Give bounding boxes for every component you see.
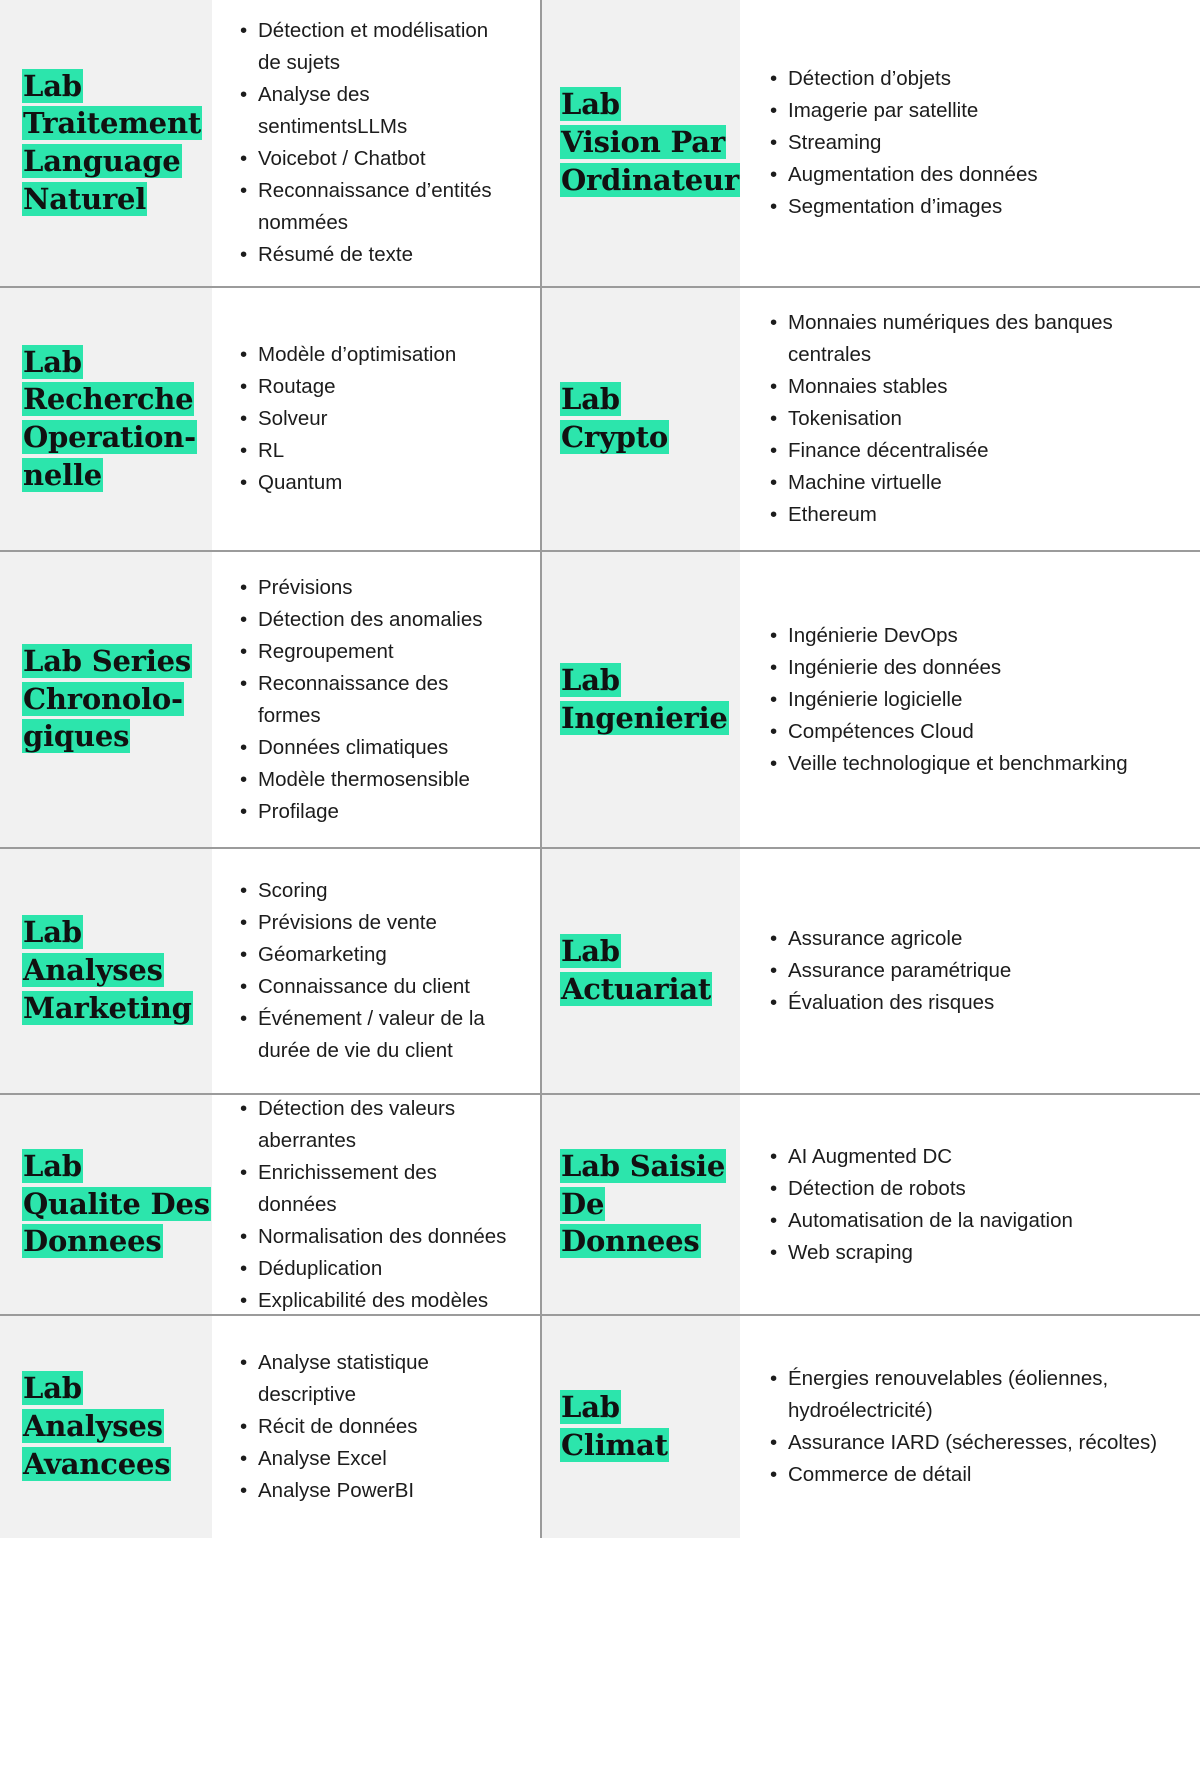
lab-title bbox=[560, 381, 740, 456]
lab-title-highlight: Lab bbox=[561, 382, 620, 417]
lab-title-line bbox=[22, 1148, 212, 1186]
lab-title-line bbox=[22, 990, 212, 1028]
lab-item: • Monnaies stables bbox=[770, 371, 1174, 403]
lab-item-list bbox=[770, 1363, 1174, 1491]
lab-item: • Imagerie par satellite bbox=[770, 95, 1174, 127]
lab-title-line bbox=[560, 700, 740, 738]
lab-items-pane bbox=[740, 288, 1200, 550]
labs-row bbox=[0, 1316, 1200, 1538]
lab-title-pane bbox=[0, 1316, 212, 1538]
lab-item: • Profilage bbox=[240, 796, 514, 828]
lab-item: • Scoring bbox=[240, 875, 514, 907]
lab-item: • Analyse des sentimentsLLMs bbox=[240, 79, 514, 143]
lab-item: • Normalisation des données bbox=[240, 1221, 514, 1253]
lab-item: • Résumé de texte bbox=[240, 239, 514, 271]
lab-items-pane bbox=[740, 849, 1200, 1093]
lab-title-line bbox=[22, 914, 212, 952]
lab-title-highlight: Traitement bbox=[23, 106, 202, 141]
lab-title-highlight: Avancees bbox=[23, 1446, 171, 1481]
lab-title-highlight: Language bbox=[23, 144, 181, 178]
lab-title-line bbox=[560, 381, 740, 419]
lab-item: • Énergies renouvelables (éoliennes, hydroélectricité) bbox=[770, 1363, 1174, 1427]
lab-title bbox=[560, 1148, 740, 1261]
lab-title-highlight: Ordinateur bbox=[561, 162, 739, 197]
lab-item: • Détection des anomalies bbox=[240, 604, 514, 636]
lab-item: • Déduplication bbox=[240, 1253, 514, 1285]
lab-item: • Segmentation d’images bbox=[770, 191, 1174, 223]
lab-item: • AI Augmented DC bbox=[770, 1141, 1174, 1173]
lab-title-highlight: Lab bbox=[561, 934, 620, 969]
lab-items-pane bbox=[212, 1095, 540, 1314]
lab-title bbox=[22, 1148, 212, 1261]
lab-item: • Prévisions de vente bbox=[240, 907, 514, 939]
lab-title-line bbox=[560, 1148, 740, 1186]
lab-card[interactable] bbox=[0, 288, 540, 550]
lab-title-line bbox=[22, 143, 212, 181]
lab-title-line bbox=[560, 662, 740, 700]
lab-card[interactable] bbox=[540, 552, 1200, 847]
lab-title-line bbox=[22, 718, 212, 756]
lab-title-line bbox=[560, 933, 740, 971]
lab-item: • Détection d’objets bbox=[770, 63, 1174, 95]
lab-items-pane bbox=[740, 1095, 1200, 1314]
labs-row bbox=[0, 288, 1200, 552]
labs-row bbox=[0, 1095, 1200, 1316]
lab-title bbox=[22, 68, 212, 219]
lab-title-highlight: Lab Saisie bbox=[561, 1148, 726, 1183]
lab-title-line bbox=[22, 381, 212, 419]
lab-item: • Augmentation des données bbox=[770, 159, 1174, 191]
lab-title-highlight: Donnees bbox=[23, 1224, 162, 1259]
lab-title-highlight: De Donnees bbox=[561, 1186, 700, 1259]
lab-item: • Ingénierie DevOps bbox=[770, 620, 1174, 652]
lab-item: • Détection de robots bbox=[770, 1173, 1174, 1205]
lab-title-pane bbox=[542, 1316, 740, 1538]
lab-title-highlight: Lab bbox=[23, 1371, 82, 1406]
lab-title-pane bbox=[542, 849, 740, 1093]
lab-title-pane bbox=[542, 1095, 740, 1314]
lab-item: • Quantum bbox=[240, 467, 514, 499]
lab-title-highlight: Lab Series bbox=[23, 643, 192, 678]
lab-items-pane bbox=[740, 1316, 1200, 1538]
lab-title bbox=[560, 86, 740, 199]
lab-title-highlight: Lab bbox=[561, 1390, 620, 1425]
lab-item: • Explicabilité des modèles bbox=[240, 1285, 514, 1317]
lab-title-pane bbox=[542, 0, 740, 286]
lab-title-line bbox=[22, 419, 212, 457]
lab-item: • Tokenisation bbox=[770, 403, 1174, 435]
lab-items-pane bbox=[212, 288, 540, 550]
lab-title-highlight: Qualite Des bbox=[23, 1186, 210, 1221]
lab-title bbox=[22, 344, 212, 495]
lab-title-highlight: Naturel bbox=[23, 181, 147, 216]
lab-item: • Assurance paramétrique bbox=[770, 955, 1174, 987]
lab-item: • Ethereum bbox=[770, 499, 1174, 531]
labs-row bbox=[0, 849, 1200, 1095]
lab-title-highlight: Actuariat bbox=[561, 972, 712, 1006]
lab-card[interactable] bbox=[540, 288, 1200, 550]
lab-title-line bbox=[22, 952, 212, 990]
lab-title-line bbox=[22, 68, 212, 106]
lab-items-pane bbox=[212, 0, 540, 286]
lab-title bbox=[560, 1389, 740, 1464]
lab-item-list bbox=[770, 307, 1174, 531]
lab-title bbox=[560, 933, 740, 1008]
lab-card[interactable] bbox=[0, 1095, 540, 1314]
lab-item: • Regroupement bbox=[240, 636, 514, 668]
lab-title-highlight: Marketing bbox=[23, 990, 192, 1025]
lab-title-highlight: Lab bbox=[23, 344, 82, 379]
lab-title bbox=[560, 662, 740, 737]
lab-title-line bbox=[560, 1389, 740, 1427]
lab-item-list bbox=[770, 1141, 1174, 1269]
lab-item: • Événement / valeur de la durée de vie du client bbox=[240, 1003, 514, 1067]
lab-title-highlight: Analyses bbox=[23, 1409, 163, 1444]
lab-item-list bbox=[240, 15, 514, 271]
labs-row bbox=[0, 0, 1200, 288]
lab-item-list bbox=[240, 1093, 514, 1317]
lab-title-line bbox=[22, 181, 212, 219]
lab-title bbox=[22, 643, 212, 756]
lab-title-line bbox=[22, 344, 212, 382]
lab-title-highlight: Analyses bbox=[23, 953, 163, 988]
lab-card[interactable] bbox=[540, 0, 1200, 286]
lab-item: • Modèle thermosensible bbox=[240, 764, 514, 796]
lab-title-highlight: Lab bbox=[23, 1148, 82, 1183]
lab-title-line bbox=[560, 162, 740, 200]
lab-items-pane bbox=[740, 0, 1200, 286]
lab-item: • Ingénierie logicielle bbox=[770, 684, 1174, 716]
lab-title-pane bbox=[0, 849, 212, 1093]
lab-title-pane bbox=[0, 1095, 212, 1314]
lab-item-list bbox=[240, 1347, 514, 1507]
lab-item-list bbox=[770, 620, 1174, 780]
lab-item-list bbox=[240, 875, 514, 1067]
lab-title-line bbox=[22, 457, 212, 495]
lab-item: • Évaluation des risques bbox=[770, 987, 1174, 1019]
lab-title-line bbox=[22, 681, 212, 719]
lab-card[interactable] bbox=[540, 1095, 1200, 1314]
lab-item: • Détection et modélisation de sujets bbox=[240, 15, 514, 79]
lab-item-list bbox=[240, 572, 514, 828]
lab-item: • Géomarketing bbox=[240, 939, 514, 971]
lab-title-pane bbox=[0, 0, 212, 286]
lab-title-line bbox=[560, 419, 740, 457]
lab-title-highlight: Operation- bbox=[23, 420, 196, 454]
lab-title-line bbox=[22, 643, 212, 681]
lab-title-highlight: giques bbox=[23, 719, 130, 754]
lab-title bbox=[22, 914, 212, 1027]
lab-item: • Détection des valeurs aberrantes bbox=[240, 1093, 514, 1157]
lab-card[interactable] bbox=[540, 849, 1200, 1093]
lab-item: • Données climatiques bbox=[240, 732, 514, 764]
lab-title-pane bbox=[542, 552, 740, 847]
lab-title-line bbox=[22, 1223, 212, 1261]
lab-items-pane bbox=[740, 552, 1200, 847]
lab-items-pane bbox=[212, 849, 540, 1093]
lab-title-highlight: Chronolo- bbox=[23, 681, 183, 716]
lab-title-line bbox=[22, 1446, 212, 1484]
lab-title-pane bbox=[0, 288, 212, 550]
lab-title bbox=[22, 1370, 212, 1483]
lab-items-pane bbox=[212, 552, 540, 847]
lab-title-line bbox=[22, 1186, 212, 1224]
lab-title-line bbox=[560, 124, 740, 162]
lab-title-line bbox=[560, 1186, 740, 1261]
lab-item: • Machine virtuelle bbox=[770, 467, 1174, 499]
lab-item: • Analyse statistique descriptive bbox=[240, 1347, 514, 1411]
lab-item: • Commerce de détail bbox=[770, 1459, 1174, 1491]
lab-item: • Ingénierie des données bbox=[770, 652, 1174, 684]
lab-card[interactable] bbox=[0, 552, 540, 847]
lab-title-highlight: Lab bbox=[561, 662, 620, 697]
lab-card[interactable] bbox=[0, 0, 540, 286]
lab-item: • Solveur bbox=[240, 403, 514, 435]
lab-item: • Prévisions bbox=[240, 572, 514, 604]
lab-item: • Voicebot / Chatbot bbox=[240, 143, 514, 175]
lab-item-list bbox=[770, 923, 1174, 1019]
lab-item: • Reconnaissance des formes bbox=[240, 668, 514, 732]
lab-item: • Assurance IARD (sécheresses, récoltes) bbox=[770, 1427, 1174, 1459]
lab-item: • Connaissance du client bbox=[240, 971, 514, 1003]
lab-card[interactable] bbox=[540, 1316, 1200, 1538]
lab-card[interactable] bbox=[0, 849, 540, 1093]
lab-item: • Streaming bbox=[770, 127, 1174, 159]
lab-item: • Analyse Excel bbox=[240, 1443, 514, 1475]
lab-item: • Assurance agricole bbox=[770, 923, 1174, 955]
lab-title-line bbox=[22, 1370, 212, 1408]
lab-item: • RL bbox=[240, 435, 514, 467]
lab-item: • Modèle d’optimisation bbox=[240, 339, 514, 371]
lab-title-highlight: nelle bbox=[23, 457, 103, 492]
lab-title-highlight: Climat bbox=[561, 1428, 668, 1462]
lab-item: • Récit de données bbox=[240, 1411, 514, 1443]
lab-item: • Analyse PowerBI bbox=[240, 1475, 514, 1507]
lab-title-highlight: Crypto bbox=[561, 420, 669, 454]
labs-row bbox=[0, 552, 1200, 849]
lab-item: • Monnaies numériques des banques centrales bbox=[770, 307, 1174, 371]
lab-item: • Veille technologique et benchmarking bbox=[770, 748, 1174, 780]
lab-items-pane bbox=[212, 1316, 540, 1538]
lab-card[interactable] bbox=[0, 1316, 540, 1538]
lab-item: • Enrichissement des données bbox=[240, 1157, 514, 1221]
lab-item: • Compétences Cloud bbox=[770, 716, 1174, 748]
lab-title-highlight: Vision Par bbox=[561, 125, 725, 160]
lab-title-highlight: Ingenierie bbox=[561, 700, 728, 735]
lab-title-line bbox=[22, 105, 212, 143]
lab-title-line bbox=[22, 1408, 212, 1446]
lab-item: • Automatisation de la navigation bbox=[770, 1205, 1174, 1237]
lab-item: • Routage bbox=[240, 371, 514, 403]
lab-item-list bbox=[770, 63, 1174, 223]
lab-title-pane bbox=[0, 552, 212, 847]
lab-title-line bbox=[560, 971, 740, 1009]
lab-item: • Finance décentralisée bbox=[770, 435, 1174, 467]
lab-item: • Reconnaissance d’entités nommées bbox=[240, 175, 514, 239]
lab-title-highlight: Lab bbox=[561, 87, 620, 122]
lab-title-highlight: Lab bbox=[23, 68, 82, 103]
lab-title-line bbox=[560, 1427, 740, 1465]
lab-item: • Web scraping bbox=[770, 1237, 1174, 1269]
lab-title-highlight: Recherche bbox=[23, 382, 194, 417]
lab-item-list bbox=[240, 339, 514, 499]
lab-title-pane bbox=[542, 288, 740, 550]
lab-title-line bbox=[560, 86, 740, 124]
lab-title-highlight: Lab bbox=[23, 915, 82, 950]
